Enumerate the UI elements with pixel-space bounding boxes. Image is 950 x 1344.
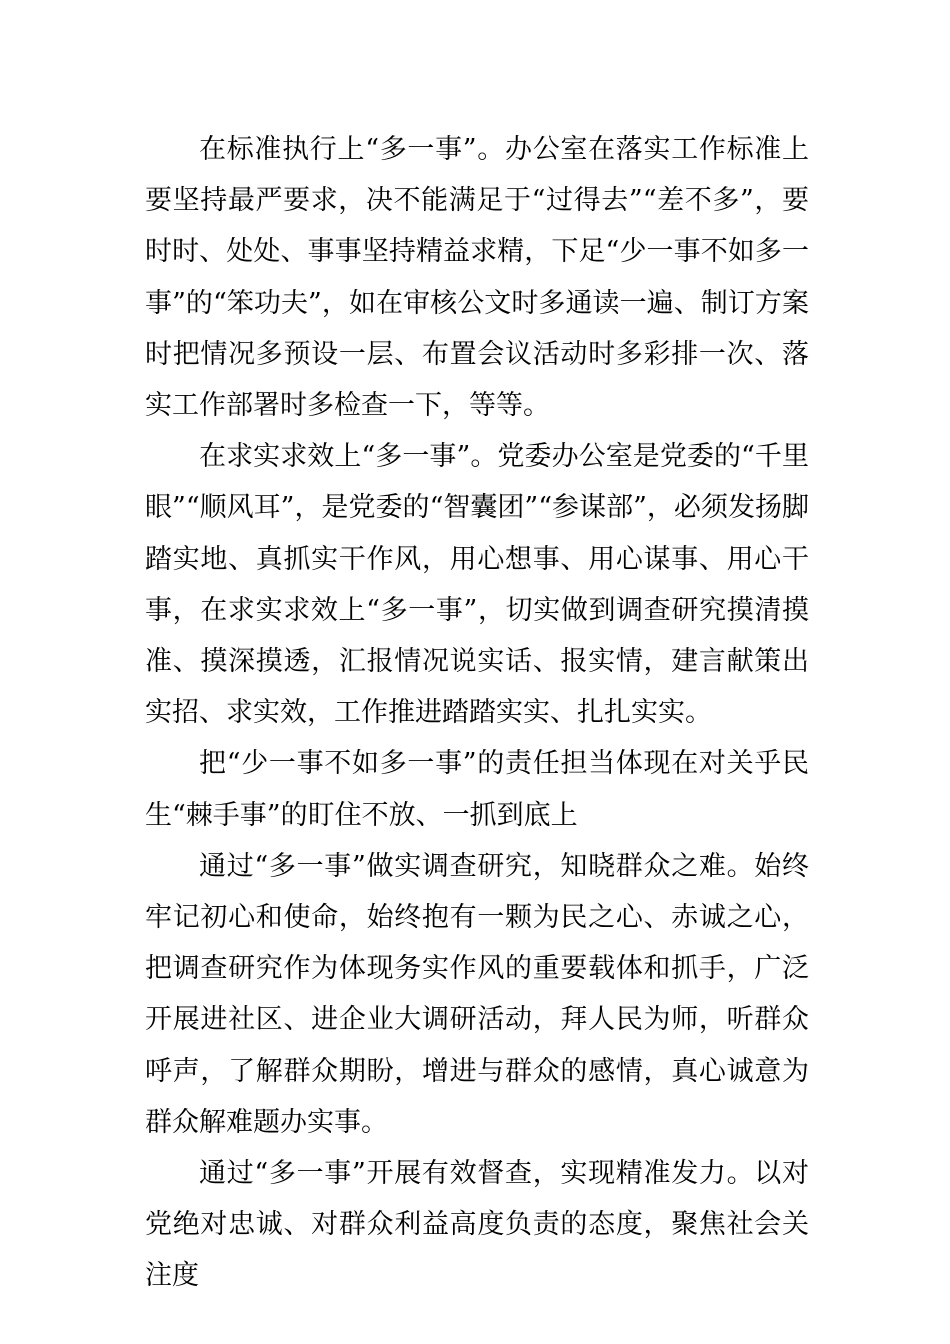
paragraph-investigation-research: 通过“多一事”做实调查研究，知晓群众之难。始终牢记初心和使命，始终抱有一颗为民之心、赤诚之心，把调查研究作为体现务实作风的重要载体和抓手，广泛开展进社区、进企业大调研活动，拜人民为师，听群众呼声，了解群众期盼，增进与群众的感情，真心诚意为群众解难题办实事。 — [145, 850, 809, 1138]
document-page — [145, 124, 809, 1302]
paragraph-standard-execution: 在标准执行上“多一事”。办公室在落实工作标准上要坚持最严要求，决不能满足于“过得去”“差不多”，要时时、处处、事事坚持精益求精，下足“少一事不如多一事”的“笨功夫”，如在审核公文时多通读一遍、制订方案时把情况多预设一层、布置会议活动时多彩排一次、落实工作部署时多检查一下，等等。 — [145, 134, 809, 422]
paragraph-effective-supervision: 通过“多一事”开展有效督查，实现精准发力。以对党绝对忠诚、对群众利益高度负责的态度，聚焦社会关注度 — [145, 1158, 809, 1292]
paragraph-practical-results: 在求实求效上“多一事”。党委办公室是党委的“千里眼”“顺风耳”，是党委的“智囊团”“参谋部”，必须发扬脚踏实地、真抓实干作风，用心想事、用心谋事、用心干事，在求实求效上“多一事”，切实做到调查研究摸清摸准、摸深摸透，汇报情况说实话、报实情，建言献策出实招、求实效，工作推进踏踏实实、扎扎实实。 — [145, 441, 809, 729]
paragraph-section-heading: 把“少一事不如多一事”的责任担当体现在对关乎民生“棘手事”的盯住不放、一抓到底上 — [145, 748, 809, 831]
